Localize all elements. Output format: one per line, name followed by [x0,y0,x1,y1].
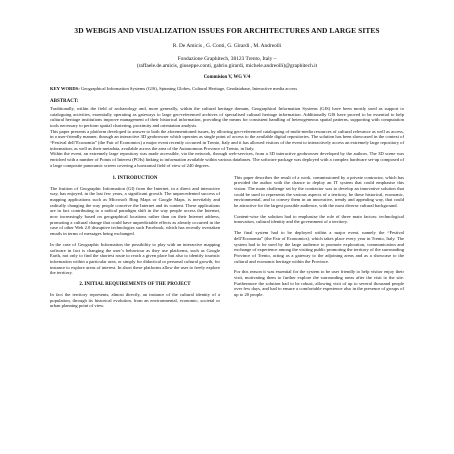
right-column [234,175,404,315]
abstract-paragraph-3: Within the event, an extremely large repository was made accessible, via the network, through web-services, from a 3D interactive geobrowser developed by the authors. The 3D scene was enriched with a number of Points of Interest (POIs) linking to information available within various databases. The software package was deployed with a complex hardware set-up composed of a large composite panoramic screen covering a horizontal field of view of 240 degrees. [50,151,404,168]
keywords-text: Geographical Information Systems (GIS), Spinning Globes, Cultural Heritage, Geodatabase, Interactive media access [80,86,298,91]
abstract-heading: ABSTRACT: [50,98,79,104]
left-column [50,175,220,315]
keywords-label: KEY WORDS: [50,86,80,91]
keywords [50,86,404,92]
section-2-heading: 2. INITIAL REQUIREMENTS OF THE PROJECT [79,282,191,288]
intro-paragraph-1: The fruition of Geographic Information (GI) from the Internet, in a direct and interactive way, has enjoyed, in the last few years, a significant growth. The unprecedented success of mapping applications such as Microsoft Bing Maps or Google Maps, is inevitably and radically changing the way people conceive the Internet and its content. These applications are in fact contributing to a radical paradigm shift in the way people access the Internet, now increasingly based on geographical locations rather than on their Internet address, promoting a cultural change that could have unpredictable effects as already occurred in the case of other Web 2.0 disruptive technologies such Facebook, which has recently overtaken emails in terms of messages being exchanged. [50,185,220,237]
paper-title: 3D WEBGIS AND VISUALIZATION ISSUES FOR ARCHITECTURES AND LARGE SITES [74,26,380,35]
requirements-paragraph-1: In fact the territory represents, almost directly, an instance of the cultural identity of a population, through its historical evolution, from an environmental, economic, societal or urban planning point of view. [50,292,220,309]
right-paragraph-2: Content-wise the solution had to emphasise the role of three main factors: technological innovation, cultural identity and the government of a territory. [234,213,404,225]
abstract-paragraph-2: This paper presents a platform developed to answer to both the aforementioned issues, by allowing geo-referenced cataloguing of multi-media resources of cultural relevance as well as access, in a user-friendly manner, through an interactive 3D geobrowser which operates as single point of access to the available digital repositories. The solution has been showcased in the context of “Festival dell’Economia” (the Fair of Economics) a major event recently occurred in Trento, Italy and it has allowed visitors of the event to interactively access an extremely large repository of information, as well as their metadata, available across the area of the Autonomous Province of Trento, in Italy. [50,128,404,151]
commission: Commision V, WG V/4 [203,75,251,80]
affiliation-line-2: (raffaele.de.amicis, giuseppe.conti, gabrio.girardi, michele.andreolli)@graphitech.it [136,63,318,69]
abstract-paragraph-1: Traditionally, within the field of archaeology and, more generally, within the cultural heritage domain, Geographical Information Systems (GIS) have been mostly used as support to cataloguing activities, essentially operating as gateways to large geo-referenced archives of specialised cultural heritage information. Additionally GIS have proved to be essential to help cultural heritage institutions improve management of their historical information, providing the means for consistent handling of heterogeneous spatial patterns, supporting with computation tools necessary to perform spatial clustering, proximity and orientation analysis. [50,105,404,128]
right-paragraph-3: The final system had to be deployed within a major event, namely the “Festival dell’Economia” (the Fair of Economics), which takes place every year in Trento, Italy. The system had to be used by the large audience to promote exploration, communication and exchange of experience among the visiting public promoting the territory of the surrounding Province of Trento, acting as a gateway to the adjoining areas and as a showcase to the cultural and economic heritage within the Province. [234,230,404,264]
abstract [50,106,404,169]
section-1-heading: 1. INTRODUCTION [112,175,158,181]
affiliation-line-1: Fondazione Graphitech, 38123 Trento, Italy – [177,56,277,62]
body-columns [50,175,404,315]
intro-paragraph-2: In the case of Geographic Information the possibility to play with an interactive mapping software in fact is changing the user’s behaviour as they use platforms, such as Google Earth, not only to find the shortest route to reach a given place but also to identify touristic information within a particular area, or simply for didactical or personal cultural growth, for instance to explore areas of interest. In short these platforms allow the user to freely explore the territory. [50,241,220,276]
right-paragraph-4: For this reason it was essential for the system to be user friendly to help visitor enjoy their visit, motivating them to further explore the surrounding areas after the visit to the site. Furthermore the solution had to be robust, allowing visit of up to several thousand people over few days, and had to ensure a comfortable experience also in the presence of groups of up to 20 people. [234,269,404,298]
right-paragraph-1: This paper describes the result of a work, commissioned by a private contractor, which has provided the author with the chance to deploy an IT system that could emphasise this vision. The main challenge set by the contractor was to develop an innovative solution that could be used to represents the various aspects of a territory, be these historical, economic, environmental, and to convey them in an innovative, trendy and appealing way, that could be attractive for the largest possible audience, with the most diverse cultural background. [234,174,404,209]
authors: R. De Amicis , G. Conti, G. Girardi , M. Andreolli [172,43,282,49]
